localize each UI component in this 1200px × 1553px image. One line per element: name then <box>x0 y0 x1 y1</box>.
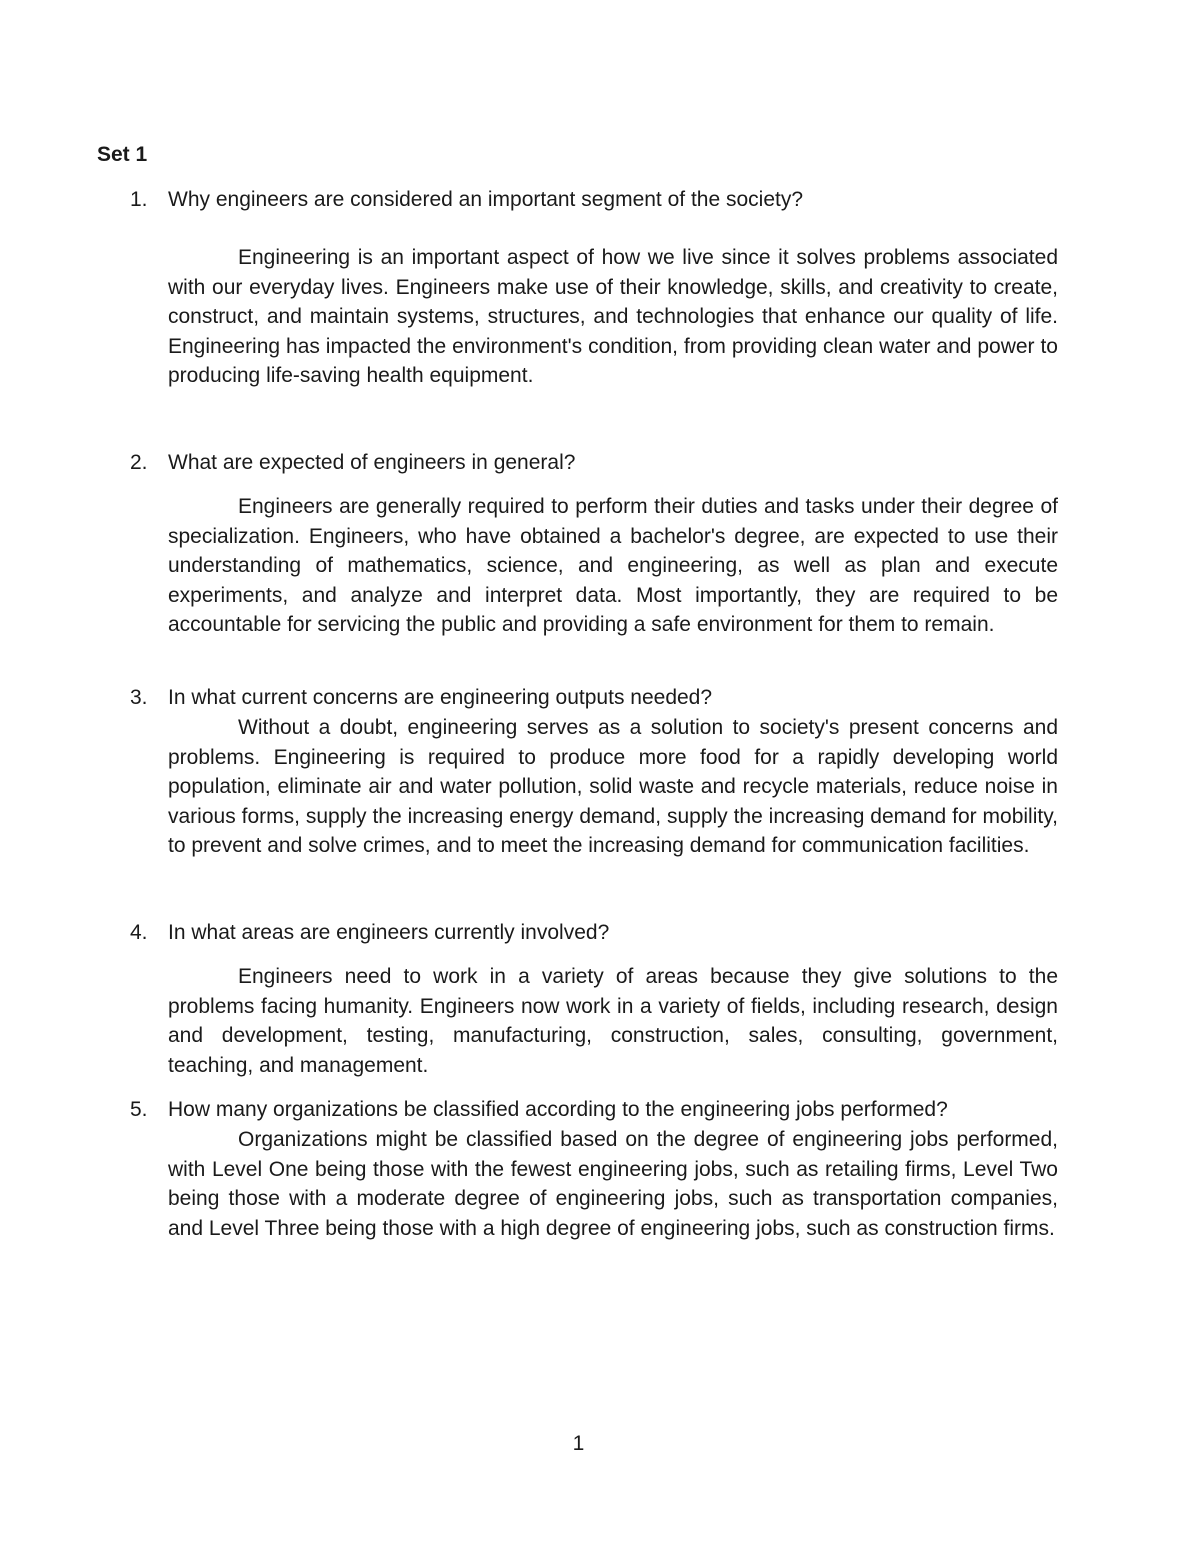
question-text <box>130 918 1058 948</box>
page-number: 1 <box>572 1432 585 1455</box>
question-number: 5. <box>130 1098 148 1121</box>
answer-paragraph: Without a doubt, engineering serves as a solution to society's present concerns and problems. Engineering is required to produce more food for a rapidly developing world population, eliminate air and water pollution, solid waste and recycle materials, reduce noise in various forms, supply the increasing energy demand, supply the increasing demand for mobility, to prevent and solve crimes, and to meet the increasing demand for communication facilities. <box>168 716 1058 858</box>
question-label: In what current concerns are engineering outputs needed? <box>168 686 713 709</box>
answer-paragraph: Organizations might be classified based on the degree of engineering jobs performed, with Level One being those with the fewest engineering jobs, such as retailing firms, Level Two being those with a moderate degree of engineering jobs, such as transportation companies, and Level Three being those with a high degree of engineering jobs, such as construction firms. <box>168 1128 1058 1240</box>
question-number: 2. <box>130 451 148 474</box>
answer-paragraph: Engineers need to work in a variety of areas because they give solutions to the problems facing humanity. Engineers now work in a variety of fields, including research, design and development, testing, manufacturing, construction, sales, consulting, government, teaching, and management. <box>168 965 1058 1077</box>
question-item-4 <box>130 918 1058 1080</box>
question-text <box>130 448 1058 478</box>
question-text <box>130 683 1058 713</box>
answer-paragraph: Engineering is an important aspect of how we live since it solves problems associated with our everyday lives. Engineers make use of their knowledge, skills, and creativity to create, construct, and maintain systems, structures, and technologies that enhance our quality of life. Engineering has impacted the environment's condition, from providing clean water and power to producing life-saving health equipment. <box>168 246 1058 388</box>
question-label: Why engineers are considered an important segment of the society? <box>168 188 804 211</box>
question-item-2 <box>130 448 1058 640</box>
question-label: In what areas are engineers currently involved? <box>168 921 610 944</box>
question-number: 4. <box>130 921 148 944</box>
question-text <box>130 1095 1058 1125</box>
set-heading: Set 1 <box>97 143 148 166</box>
question-label: How many organizations be classified according to the engineering jobs performed? <box>168 1098 948 1121</box>
answer-paragraph: Engineers are generally required to perform their duties and tasks under their degree of specialization. Engineers, who have obtained a bachelor's degree, are expected to use their understanding of mathematics, science, and engineering, as well as plan and execute experiments, and analyze and interpret data. Most importantly, they are required to be accountable for servicing the public and providing a safe environment for them to remain. <box>168 495 1058 637</box>
question-item-5 <box>130 1095 1058 1243</box>
question-number: 3. <box>130 686 148 709</box>
question-number: 1. <box>130 188 148 211</box>
question-item-1 <box>130 185 1058 391</box>
question-text <box>130 185 1058 215</box>
question-label: What are expected of engineers in general? <box>168 451 576 474</box>
question-item-3 <box>130 683 1058 861</box>
